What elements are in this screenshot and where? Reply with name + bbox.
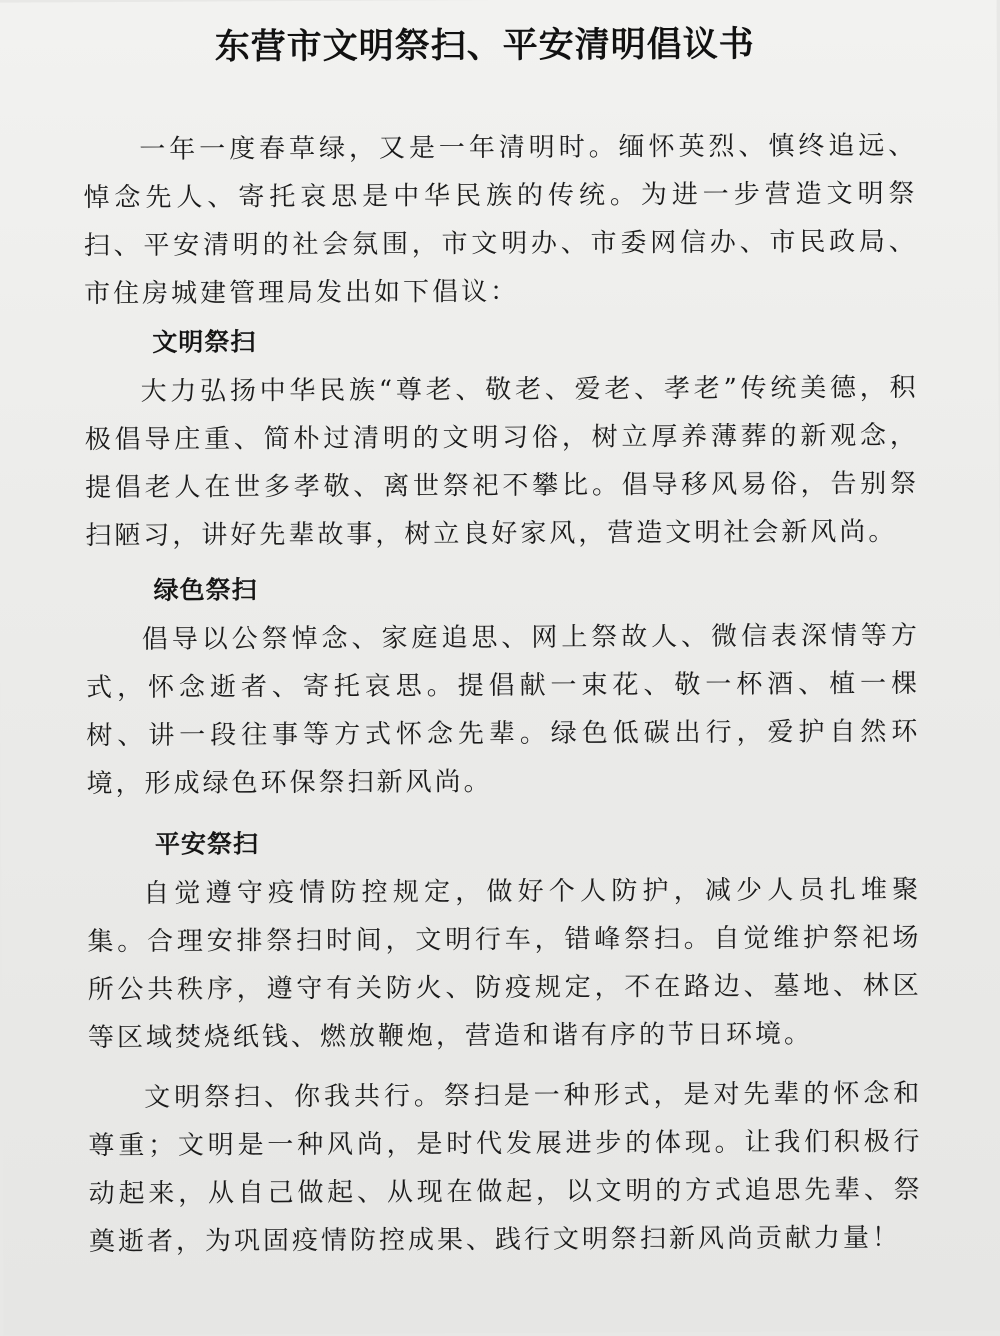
section-heading-green: 绿色祭扫 bbox=[153, 575, 258, 605]
section-heading-civilized: 文明祭扫 bbox=[152, 327, 257, 357]
section-body-green: 倡导以公祭悼念、家庭追思、网上祭故人、微信表深情等方式，怀念逝者、寄托哀思。提倡献一束花、敬一杯酒、植一棵树、讲一段往事等方式怀念先辈。绿色低碳出行，爱护自然环境，形成绿色环保祭扫新风尚。 bbox=[86, 620, 921, 800]
intro-paragraph: 一年一度春草绿，又是一年清明时。缅怀英烈、慎终追远、悼念先人、寄托哀思是中华民族的传统。为进一步营造文明祭扫、平安清明的社会氛围，市文明办、市委网信办、市民政局、市住房城建管理局发出如下倡议： bbox=[83, 130, 918, 310]
section-body-safe: 自觉遵守疫情防控规定，做好个人防护，减少人员扎堆聚集。合理安排祭扫时间，文明行车，错峰祭扫。自觉维护祭祀场所公共秩序，遵守有关防火、防疫规定，不在路边、墓地、林区等区域焚烧纸钱、燃放鞭炮，营造和谐有序的节日环境。 bbox=[87, 874, 922, 1054]
section-heading-safe: 平安祭扫 bbox=[154, 829, 260, 859]
closing-paragraph: 文明祭扫、你我共行。祭扫是一种形式，是对先辈的怀念和尊重；文明是一种风尚，是时代发展进步的体现。让我们积极行动起来，从自己做起、从现在做起，以文明的方式追思先辈、祭奠逝者，为巩固疫情防控成果、践行文明祭扫新风尚贡献力量！ bbox=[88, 1078, 923, 1258]
document-title: 东营市文明祭扫、平安清明倡议书 bbox=[214, 23, 755, 68]
section-body-civilized: 大力弘扬中华民族“尊老、敬老、爱老、孝老”传统美德，积极倡导庄重、简朴过清明的文明习俗，树立厚养薄葬的新观念，提倡老人在世多孝敬、离世祭祀不攀比。倡导移风易俗，告别祭扫陋习，讲好先辈故事，树立良好家风，营造文明社会新风尚。 bbox=[84, 372, 920, 552]
